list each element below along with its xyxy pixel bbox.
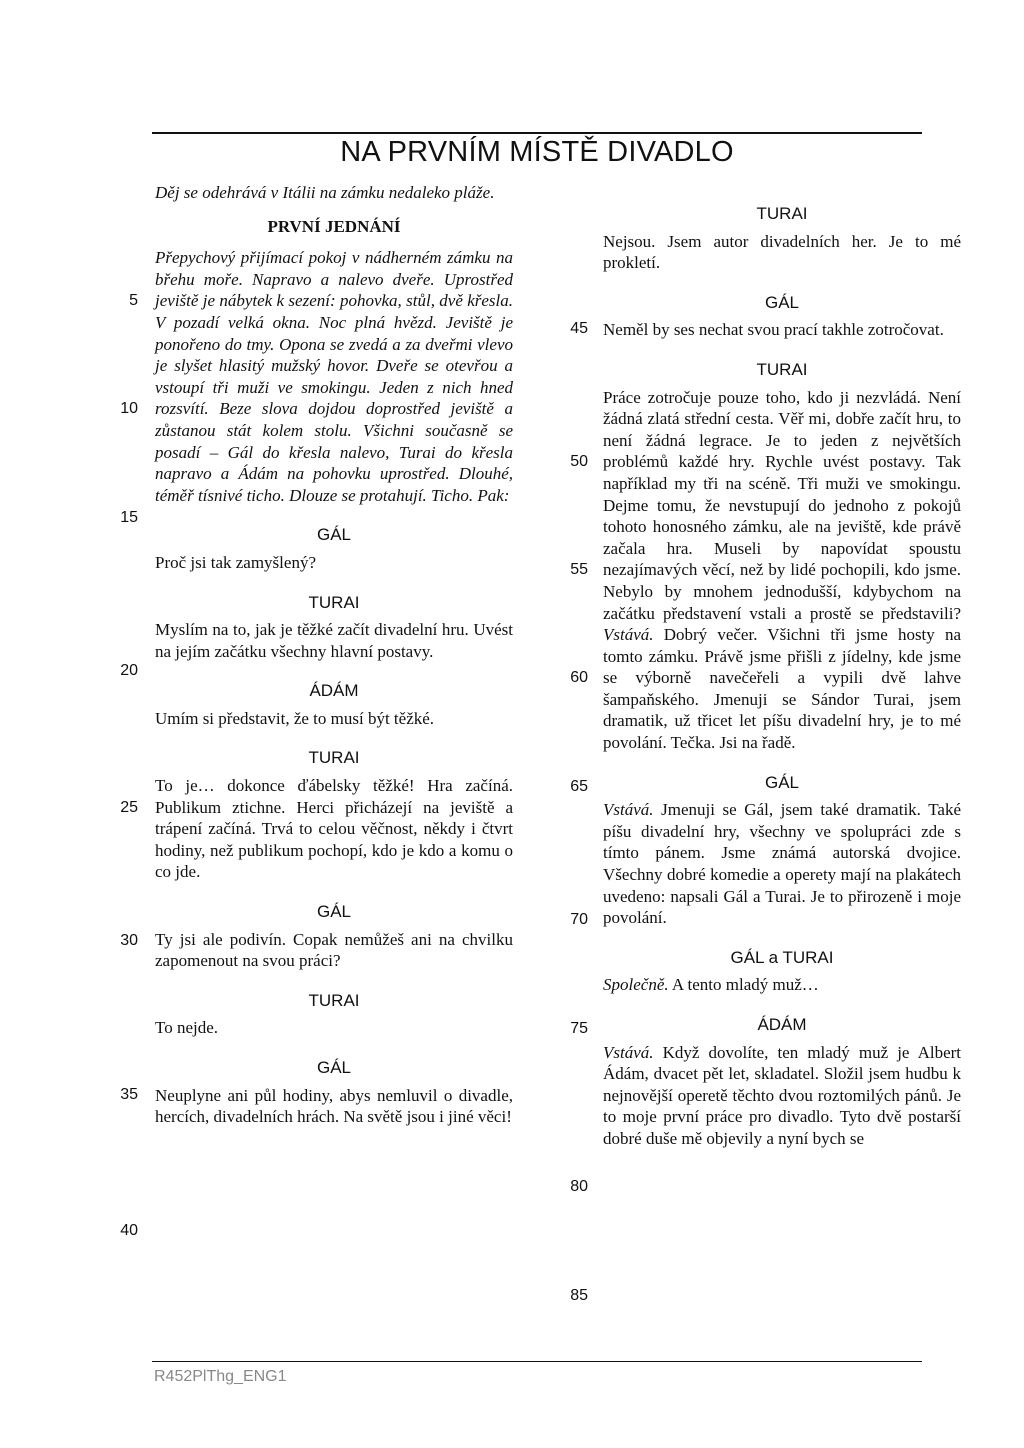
line-number: 5 — [129, 292, 138, 309]
speaker-name: GÁL — [316, 525, 352, 545]
line-number: 55 — [570, 561, 588, 578]
dialogue-text — [603, 1042, 961, 1150]
speaker-name: TURAI — [756, 359, 808, 379]
dialogue-part: Jmenuji se Gál, jsem také dramatik. Také píšu divadelní hry, všechny ve spolupráci zde s tímto pánem. Jsme známá autorská dvojice. Všechny dobré komedie a operety mají na plakátech uvedeno: napsali Gál a Turai. Je to přirozeně i moje povolání. — [603, 800, 961, 928]
speaker-name: GÁL — [316, 902, 352, 922]
speaker-name: ÁDÁM — [757, 1015, 807, 1034]
line-number: 25 — [120, 799, 138, 816]
speaker-name: GÁL — [764, 292, 800, 312]
dialogue-text: Neměl by ses nechat svou prací takhle zotročovat. — [603, 320, 944, 340]
stage-direction-inline: Společně. — [603, 975, 669, 995]
dialogue-text: Neuplyne ani půl hodiny, abys nemluvil o divadle, hercích, divadelních hrách. Na světě jsou i jiné věci! — [155, 1085, 513, 1127]
line-number: 85 — [570, 1287, 588, 1304]
dialogue-text: Proč jsi tak zamyšlený? — [155, 552, 316, 572]
speaker-name: ÁDÁM — [309, 681, 359, 701]
dialogue-text: Nejsou. Jsem autor divadelních her. Je to mé prokletí. — [603, 231, 961, 273]
line-number: 45 — [570, 320, 588, 337]
speaker-name: GÁL — [764, 772, 800, 792]
speaker-name: GÁL a TURAI — [730, 947, 834, 967]
act-heading: PRVNÍ JEDNÁNÍ — [267, 216, 401, 236]
stage-direction: Přepychový přijímací pokoj v nádherném zámku na břehu moře. Napravo a nalevo dveře. Uprostřed jeviště je nábytek k sezení: pohovka, stůl, dvě křesla. V pozadí velká okna. Noc plná hvězd. Jeviště je ponořeno do tmy. Opona se zvedá a za dveřmi vlevo je slyšet hlasitý mužský hovor. Dveře se otevřou a vstoupí tři muži ve smokingu. Jeden z nich hned rozsvítí. Beze slova dojdou doprostřed jeviště a zůstanou stát kolem stolu. Všichni současně se posadí – Gál do křesla nalevo, Turai do křesla napravo a Ádám na pohovku uprostřed. Dlouhé, téměř tísnivé ticho. Dlouze se protahují. Ticho. Pak: — [155, 248, 513, 505]
dialogue-text — [603, 974, 961, 996]
line-number: 50 — [570, 453, 588, 470]
dialogue-text: To nejde. — [155, 1018, 219, 1038]
speaker-name: TURAI — [756, 204, 808, 223]
line-number: 40 — [120, 1222, 138, 1239]
line-number: 30 — [120, 932, 138, 949]
stage-direction-inline: Vstává. — [603, 1042, 654, 1062]
speaker-name: GÁL — [316, 1058, 352, 1077]
speaker-name: TURAI — [308, 748, 360, 768]
footer-code: R452PlThg_ENG1 — [154, 1368, 287, 1385]
bottom-rule — [152, 1361, 922, 1362]
right-column — [603, 203, 961, 1150]
top-rule — [152, 132, 922, 134]
line-number: 60 — [570, 669, 588, 686]
stage-direction-inline: Vstává. — [603, 625, 654, 645]
dialogue-text: To je… dokonce ďábelsky těžké! Hra začíná. Publikum ztichne. Herci přicházejí na jeviště a trápení začíná. Trvá to celou věčnost, někdy i čtvrt hodiny, než publikum pochopí, kdo je kdo a komu o co jde. — [155, 776, 513, 882]
line-number: 75 — [570, 1020, 588, 1037]
line-number: 35 — [120, 1086, 138, 1103]
page-title: NA PRVNÍM MÍSTĚ DIVADLO — [340, 136, 734, 168]
dialogue-text: Umím si představit, že to musí být těžké. — [155, 708, 435, 728]
dialogue-part: Práce zotročuje pouze toho, kdo ji nezvládá. Není žádná zlatá střední cesta. Věř mi, dobře začít hru, to není žádná legrace. Je to jeden z největších problémů každé hry. Rychle uvést postavy. Tak například my tři na scéně. Tři muži ve smokingu. Dejme tomu, že nevstupují do jednoho z pokojů tohoto honosného zámku, ale na jeviště, kde právě začala hra. Museli by napovídat spoustu nezajímavých věcí, než by lidé pochopili, kdo jsme. Nebylo by mnohem jednodušší, kdybychom na začátku představení vstali a prostě se představili? — [603, 387, 961, 623]
line-number: 20 — [120, 662, 138, 679]
speaker-name: TURAI — [308, 592, 360, 612]
dialogue-text — [603, 799, 961, 929]
dialogue-part: A tento mladý muž… — [671, 975, 819, 995]
line-number: 80 — [570, 1178, 588, 1195]
line-number: 15 — [120, 509, 138, 526]
dialogue-text: Myslím na to, jak je těžké začít divadelní hru. Uvést na jejím začátku všechny hlavní postavy. — [155, 620, 513, 661]
intro-text: Děj se odehrává v Itálii na zámku nedaleko pláže. — [155, 183, 495, 202]
dialogue-part: Dobrý večer. Všichni tři jsme hosty na tomto zámku. Právě jsme přišli z jídelny, kde jsme se výborně navečeřeli a vypili dvě lahve šampaňského. Jmenuji se Sándor Turai, jsem dramatik, už třicet let píšu divadelní hry, je to mé povolání. Tečka. Jsi na řadě. — [603, 625, 962, 753]
dialogue-text: Ty jsi ale podivín. Copak nemůžeš ani na chvilku zapomenout na svou práci? — [155, 929, 513, 971]
left-column — [155, 182, 513, 1128]
line-number: 65 — [570, 778, 588, 795]
dialogue-part: Když dovolíte, ten mladý muž je Albert Ádám, dvacet pět let, skladatel. Složil jsem hudbu k nejnovější operetě těchto dvou roztomilých pánů. Je to moje první práce pro divadlo. Tyto dvě postarší dobré duše mě objevily a nyní bych se — [603, 1042, 962, 1148]
dialogue-text — [603, 387, 961, 754]
line-number: 70 — [570, 911, 588, 928]
line-number: 10 — [120, 400, 138, 417]
stage-direction-inline: Vstává. — [603, 800, 654, 820]
speaker-name: TURAI — [308, 990, 360, 1010]
